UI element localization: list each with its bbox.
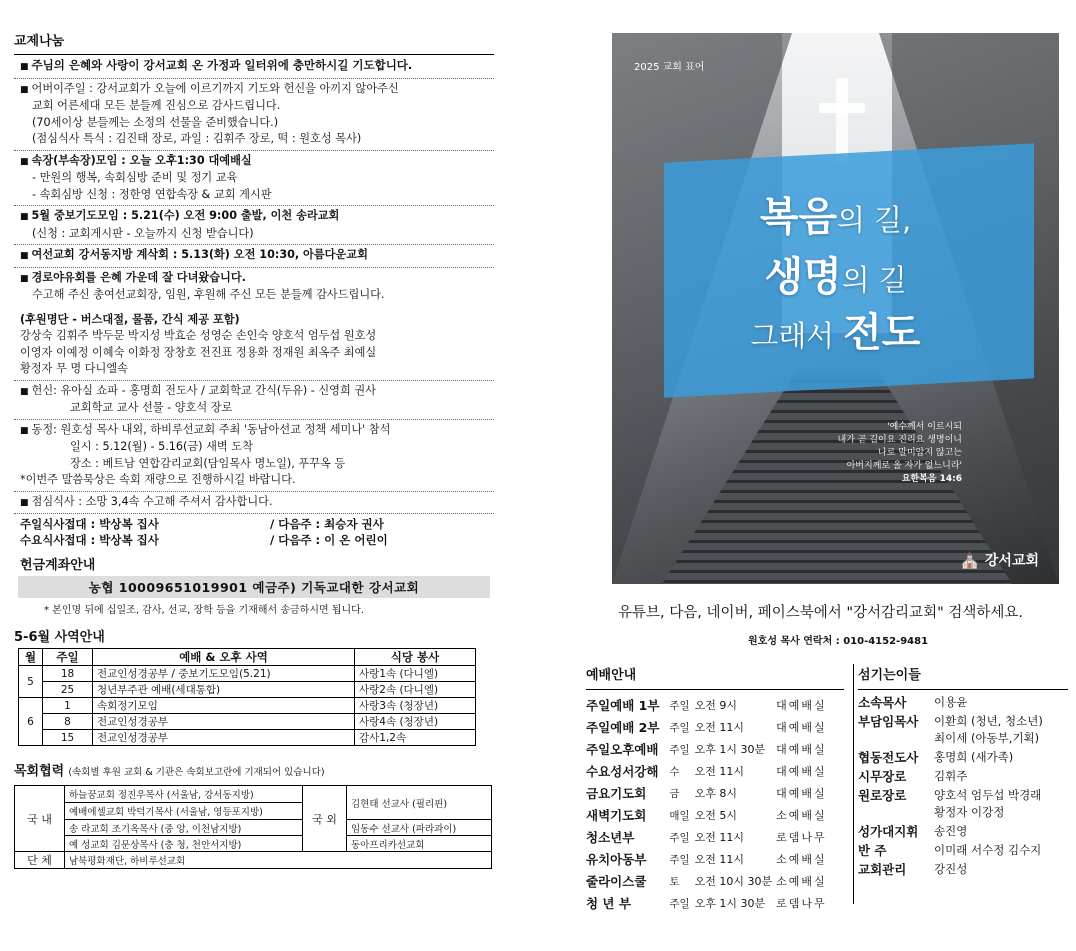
item-line [20, 98, 488, 115]
intro-text: 주님의 은혜와 사랑이 강서교회 온 가정과 일터위에 충만하시길 기도합니다. [31, 58, 413, 72]
servant-name: 김휘주 [934, 769, 968, 783]
cooperation-title: 목회협력 [14, 764, 65, 779]
worship-place: 대예배실 [776, 721, 827, 734]
worship-row [586, 826, 844, 848]
item-text: (70세이상 분들께는 소정의 선물을 준비했습니다.) [32, 115, 279, 129]
divider [586, 689, 844, 690]
servant-role: 반 주 [858, 843, 887, 858]
worship-day: 주일 [669, 721, 690, 734]
worship-row [586, 848, 844, 870]
worship-name: 유치아동부 [586, 852, 647, 867]
item-line [20, 270, 488, 288]
item-text: 교회학교 교사 선물 - 양호석 장로 [70, 401, 233, 414]
meal-next: / 다음주 : 최승자 권사 [270, 517, 384, 531]
servant-name: 강진성 [934, 862, 968, 876]
item-text: (신청 : 교회게시판 - 오늘까지 신청 받습니다) [32, 226, 254, 240]
fellowship-item [14, 151, 494, 207]
worship-time: 오후 8시 [694, 787, 737, 800]
meal-next: / 다음주 : 이 온 어린이 [270, 533, 388, 547]
servant-name: 송진영 [934, 824, 968, 838]
worship-time: 오전 5시 [694, 809, 737, 822]
meal-label: 주일식사접대 : 박상복 집사 [20, 517, 159, 531]
schedule-table [18, 648, 476, 746]
worship-place: 로뎀나무 [776, 831, 827, 844]
worship-guide [586, 664, 844, 914]
item-text: 5월 중보기도모임 : 5.21(수) 오전 9:00 출발, 이천 송라교회 [31, 209, 340, 222]
worship-time: 오전 11시 [694, 765, 744, 778]
worship-row [586, 760, 844, 782]
worship-name: 금요기도회 [586, 786, 647, 801]
servant-names [934, 694, 1068, 711]
item-line [20, 439, 488, 456]
item-text: (점심식사 특식 : 김진태 장로, 과일 : 김휘주 장로, 떡 : 원호성 목사) [32, 132, 362, 145]
day-cell: 25 [43, 682, 93, 698]
worship-day: 수 [669, 765, 680, 778]
worship-time: 오전 11시 [694, 721, 744, 734]
col-header: 예배 & 오후 사역 [93, 649, 355, 666]
cooperation-subtitle: (속회별 후원 교회 & 기관은 속회보고란에 기재되어 있습니다) [68, 767, 325, 778]
worship-time: 오후 1시 30분 [694, 897, 766, 910]
item-text: 동정: 원호성 목사 내외, 하비루선교회 주최 '동남아선교 정책 세미나' 참석 [31, 422, 391, 436]
servant-role: 협동전도사 [858, 750, 919, 765]
cross-icon [836, 78, 848, 163]
event-cell: 청년부주관 예배(세대통합) [93, 682, 355, 698]
item-text: 이영자 이예정 이혜숙 이화정 장창호 전진표 정용화 정재원 최옥주 최예실 [20, 345, 377, 359]
worship-time: 오전 9시 [694, 699, 737, 712]
servant-name: 이환희 (청년, 청소년) [934, 714, 1043, 728]
item-text: 수고해 주신 총여선교회장, 임원, 후원해 주신 모든 분들께 감사드립니다. [32, 288, 385, 301]
worship-day: 주일 [669, 743, 690, 756]
motto-word: 그래서 [750, 319, 844, 353]
servant-row [858, 749, 1068, 766]
offering-title: 헌금계좌안내 [20, 558, 96, 573]
servant-role: 시무장로 [858, 769, 907, 784]
servant-name: 홍명희 (새가족) [934, 750, 1014, 764]
domestic-church: 하늘꿈교회 정진우목사 (서울남, 강서동지방) [65, 786, 303, 803]
item-line [20, 361, 488, 378]
servant-role: 소속목사 [858, 695, 907, 710]
verse-line: 아버지께로 올 자가 없느니라' [846, 461, 962, 471]
worship-title: 예배안내 [586, 668, 637, 683]
event-cell: 전교인성경공부 [93, 714, 355, 730]
cross-icon [819, 103, 865, 113]
fellowship-items [14, 79, 494, 515]
item-text: - 만원의 행복, 속회심방 준비 및 정기 교육 [32, 171, 238, 184]
servant-names [934, 713, 1068, 747]
verse-reference: 요한복음 14:6 [901, 474, 962, 484]
servant-row [858, 768, 1068, 785]
col-header: 월 [19, 649, 43, 666]
event-cell: 전교인성경공부 [93, 730, 355, 746]
month-cell: 5 [19, 666, 43, 698]
fellowship-item [14, 79, 494, 151]
worship-name: 주일예배 1부 [586, 698, 660, 713]
item-line [20, 131, 488, 148]
group-label: 단 체 [15, 852, 65, 869]
meal-schedule [14, 514, 494, 548]
worship-row [586, 738, 844, 760]
worship-day: 토 [669, 875, 680, 888]
domestic-church: 예 성교회 김문상목사 (충 청, 천안서지방) [65, 836, 303, 852]
item-text: 경로야유회를 은혜 가운데 잘 다녀왔습니다. [31, 270, 246, 284]
worship-day: 주일 [669, 853, 690, 866]
servant-role: 원로장로 [858, 788, 907, 803]
item-line [20, 400, 488, 417]
serve-cell: 감사1,2속 [355, 730, 476, 746]
verse-line: 내가 곧 길이요 진리요 생명이니 [837, 435, 962, 445]
item-line [20, 345, 488, 362]
worship-time: 오전 11시 [694, 853, 744, 866]
bullet-icon [20, 82, 32, 95]
worship-list [586, 694, 844, 914]
item-text: - 속회심방 신청 : 정한영 연합속장 & 교회 게시판 [32, 187, 272, 201]
worship-day: 주일 [669, 699, 690, 712]
fellowship-intro [14, 55, 494, 79]
item-line [20, 187, 488, 204]
bullet-icon [20, 154, 32, 167]
col-header: 주일 [43, 649, 93, 666]
table-row [19, 698, 476, 714]
motto-poster [612, 33, 1059, 584]
servants-rows [858, 694, 1068, 878]
item-text: *이번주 말씀묵상은 속회 재량으로 진행하시길 바랍니다. [20, 473, 296, 486]
overseas-label: 국 외 [303, 786, 347, 852]
item-line [20, 422, 488, 440]
worship-place: 소예배실 [776, 875, 827, 888]
worship-place: 소예배실 [776, 853, 827, 866]
left-column [14, 30, 494, 869]
item-line [20, 287, 488, 304]
bullet-icon [20, 58, 32, 72]
item-line [20, 456, 488, 473]
servant-names [934, 823, 1068, 840]
servant-row [858, 694, 1068, 711]
item-line [20, 312, 488, 329]
item-text: (후원명단 - 버스대절, 물품, 간식 제공 포함) [20, 312, 240, 326]
meal-row [20, 532, 488, 548]
item-line [20, 208, 488, 226]
table-row [19, 730, 476, 746]
servant-names [934, 768, 1068, 785]
table-row [19, 682, 476, 698]
item-text: 교회 어른세대 모든 분들께 진심으로 감사드립니다. [32, 99, 281, 112]
servants-title: 섬기는이들 [858, 668, 921, 683]
overseas-mission: 동아프리카선교회 [347, 836, 492, 852]
servants-list [858, 664, 1068, 880]
worship-place: 소예배실 [776, 809, 827, 822]
verse-line: 나로 말미암지 않고는 [878, 448, 962, 458]
church-logo-icon: ⛪ [958, 549, 981, 570]
table-row [19, 666, 476, 682]
column-divider [853, 664, 854, 904]
servant-name: 이미래 서수정 김수지 [934, 843, 1042, 857]
servant-row [858, 713, 1068, 747]
worship-row [586, 716, 844, 738]
motto-word: 의 길, [837, 203, 912, 237]
cooperation-table [14, 785, 492, 869]
worship-time: 오전 10시 30분 [694, 875, 773, 888]
worship-row [586, 892, 844, 914]
worship-name: 주일오후예배 [586, 742, 659, 757]
worship-row [586, 694, 844, 716]
worship-name: 줄라이스쿨 [586, 874, 647, 889]
item-text: 강상숙 김휘주 박두문 박지성 박효순 성영순 손인숙 양호석 엄두섭 원호성 [20, 329, 377, 342]
servant-row [858, 787, 1068, 821]
fellowship-item [14, 206, 494, 245]
worship-name: 수요성서강해 [586, 764, 659, 779]
domestic-church: 예배에셀교회 박덕기목사 (서울남, 영등포지방) [65, 803, 303, 820]
item-line [20, 472, 488, 489]
worship-day: 주일 [669, 831, 690, 844]
servant-name: 이용윤 [934, 695, 968, 709]
item-text: 속장(부속장)모임 : 오늘 오후1:30 대예배실 [31, 153, 252, 167]
item-line [20, 247, 488, 265]
item-text: 헌신: 유아실 쇼파 - 홍명희 전도사 / 교회학교 간식(두유) - 신영희 권사 [31, 383, 376, 397]
worship-day: 금 [669, 787, 680, 800]
event-cell: 전교인성경공부 / 중보기도모임(5.21) [93, 666, 355, 682]
serve-cell: 사랑3속 (청장년) [355, 698, 476, 714]
servant-role: 부담임목사 [858, 714, 919, 729]
servant-names [934, 787, 1068, 821]
item-text: 장소 : 베트남 연합감리교회(담임목사 명노일), 푸꾸옥 등 [70, 456, 346, 470]
offering-account: 농협 10009651019901 예금주) 기독교대한 강서교회 [18, 576, 490, 598]
servant-names [934, 842, 1068, 859]
item-text: 여선교회 강서동지방 계삭회 : 5.13(화) 오전 10:30, 아름다운교회 [31, 248, 368, 261]
worship-place: 로뎀나무 [776, 897, 827, 910]
worship-place: 대예배실 [776, 743, 827, 756]
table-row [19, 714, 476, 730]
item-line [20, 304, 488, 312]
item-line [20, 170, 488, 187]
cooperation-header [14, 760, 494, 779]
bullet-icon [20, 423, 32, 436]
worship-place: 대예배실 [776, 765, 827, 778]
motto-line-1 [612, 185, 1059, 242]
fellowship-item [14, 381, 494, 420]
item-line [20, 81, 488, 99]
worship-name: 청 년 부 [586, 896, 631, 911]
motto-word: 전도 [843, 310, 921, 356]
item-text: 점심식사 : 소망 3,4속 수고해 주셔서 감사합니다. [31, 494, 273, 508]
overseas-mission: 김현태 선교사 (필리핀) [347, 786, 492, 820]
servant-role: 교회관리 [858, 862, 907, 877]
bullet-icon [20, 271, 32, 284]
worship-row [586, 782, 844, 804]
bullet-icon [20, 248, 32, 261]
worship-time: 오전 11시 [694, 831, 744, 844]
fellowship-item [14, 268, 494, 381]
servant-row [858, 842, 1068, 859]
worship-time: 오후 1시 30분 [694, 743, 766, 756]
servant-names [934, 861, 1068, 878]
servant-row [858, 823, 1068, 840]
event-cell: 속회정기모임 [93, 698, 355, 714]
motto-word: 생명 [764, 254, 842, 300]
item-text: 황정자 무 명 다니엘속 [20, 362, 128, 375]
bible-verse [712, 421, 962, 486]
meal-row [20, 516, 488, 532]
schedule-title: 5-6월 사역안내 [14, 630, 105, 645]
worship-row [586, 804, 844, 826]
item-line [20, 328, 488, 345]
motto-line-2 [612, 245, 1059, 302]
day-cell: 1 [43, 698, 93, 714]
day-cell: 8 [43, 714, 93, 730]
serve-cell: 사랑2속 (다니엘) [355, 682, 476, 698]
col-header: 식당 봉사 [355, 649, 476, 666]
fellowship-item [14, 492, 494, 515]
worship-name: 청소년부 [586, 830, 635, 845]
fellowship-item [14, 420, 494, 492]
overseas-mission: 임동수 선교사 (파라과이) [347, 820, 492, 836]
servant-role: 성가대지휘 [858, 824, 919, 839]
church-logo [958, 549, 1039, 570]
servant-name: 양호석 엄두섭 박경래 [934, 788, 1042, 802]
serve-cell: 사랑4속 (청장년) [355, 714, 476, 730]
worship-day: 주일 [669, 897, 690, 910]
day-cell: 15 [43, 730, 93, 746]
item-line [20, 383, 488, 401]
servant-name: 황정자 이강정 [934, 805, 1005, 819]
item-line [20, 115, 488, 132]
servant-row [858, 861, 1068, 878]
bullet-icon [20, 384, 32, 397]
item-line [20, 494, 488, 512]
domestic-church: 송 라교회 조기옥목사 (중 앙, 이천남지방) [65, 820, 303, 836]
item-line [20, 226, 488, 243]
meal-label: 수요식사접대 : 박상복 집사 [20, 533, 159, 547]
item-text: 일시 : 5.12(월) - 5.16(금) 새벽 도착 [70, 440, 253, 453]
worship-place: 대예배실 [776, 699, 827, 712]
church-logo-text: 강서교회 [984, 553, 1039, 569]
offering-note: * 본인명 뒤에 십일조, 감사, 선교, 장학 등을 기재해서 송금하시면 됩니다. [44, 605, 364, 616]
bullet-icon [20, 209, 32, 222]
fellowship-title: 교제나눔 [14, 34, 65, 49]
poster-year: 2025 교회 표어 [634, 62, 705, 73]
item-text: 어버이주일 : 강서교회가 오늘에 이르기까지 기도와 헌신을 아끼지 않아주신 [31, 81, 399, 95]
servant-name: 최이세 (아동부,기획) [934, 731, 1040, 745]
bullet-icon [20, 495, 32, 508]
search-notice: 유튜브, 다음, 네이버, 페이스북에서 "강서감리교회" 검색하세요. [618, 605, 1023, 621]
divider [858, 689, 1068, 690]
servant-names [934, 749, 1068, 766]
motto-line-3 [612, 301, 1059, 358]
worship-name: 새벽기도회 [586, 808, 647, 823]
verse-line: '예수께서 이르시되 [887, 422, 962, 432]
month-cell: 6 [19, 698, 43, 746]
worship-place: 대예배실 [776, 787, 827, 800]
fellowship-item [14, 245, 494, 268]
item-line [20, 153, 488, 171]
worship-day: 매일 [669, 809, 690, 822]
serve-cell: 사랑1속 (다니엘) [355, 666, 476, 682]
motto-word: 의 길 [841, 263, 907, 297]
motto-word: 복음 [759, 194, 838, 240]
pastor-contact: 원호성 목사 연락처 : 010-4152-9481 [748, 636, 929, 647]
domestic-label: 국 내 [15, 786, 65, 852]
worship-name: 주일예배 2부 [586, 720, 660, 735]
day-cell: 18 [43, 666, 93, 682]
worship-row [586, 870, 844, 892]
group-list: 남북평화재단, 하비루선교회 [65, 852, 492, 869]
